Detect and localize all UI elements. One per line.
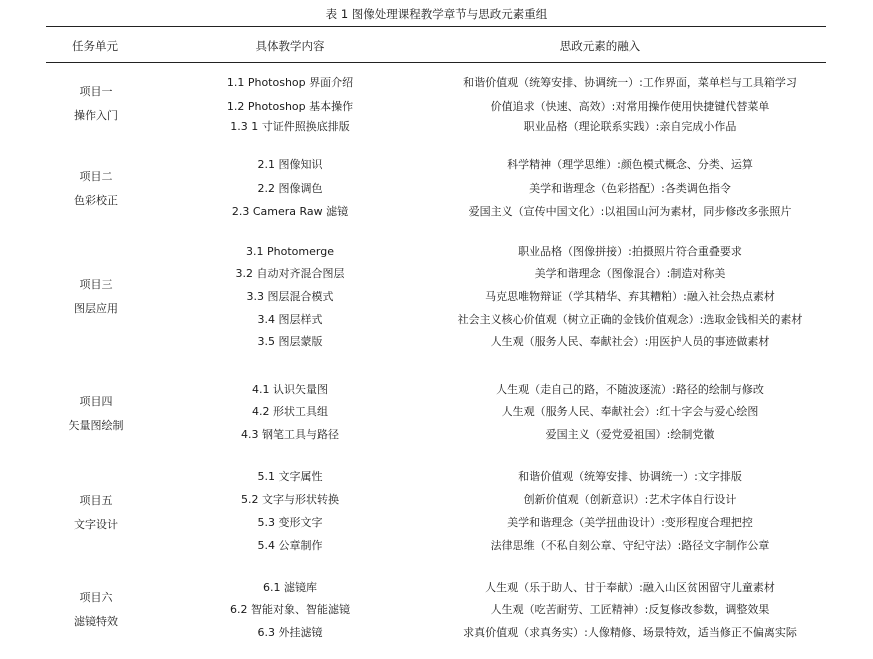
table-header-rule xyxy=(46,62,826,63)
integration-cell: 美学和谐理念（色彩搭配）:各类调色指令 xyxy=(529,182,731,195)
integration-cell: 职业品格（理论联系实践）:亲自完成小作品 xyxy=(523,120,737,133)
content-cell: 5.4 公章制作 xyxy=(257,539,323,552)
integration-cell: 科学精神（理学思维）:颜色模式概念、分类、运算 xyxy=(507,158,753,171)
integration-cell: 和谐价值观（统筹安排、协调统一）:工作界面，菜单栏与工具箱学习 xyxy=(463,76,797,89)
integration-cell: 美学和谐理念（图像混合）:制造对称美 xyxy=(534,267,726,280)
project-title: 图层应用 xyxy=(74,302,118,315)
content-cell: 2.2 图像调色 xyxy=(257,182,323,195)
table-row xyxy=(0,402,873,422)
content-cell: 2.3 Camera Raw 滤镜 xyxy=(231,205,349,218)
project-name: 项目一 xyxy=(79,85,113,98)
project-title: 操作入门 xyxy=(74,109,118,122)
content-cell: 6.2 智能对象、智能滤镜 xyxy=(230,603,350,616)
integration-cell: 爱国主义（宣传中国文化）:以祖国山河为素材，同步修改多张照片 xyxy=(468,205,792,218)
table-row xyxy=(0,536,873,556)
table-row xyxy=(0,155,873,175)
integration-cell: 人生观（乐于助人、甘于奉献）:融入山区贫困留守儿童素材 xyxy=(485,581,775,594)
content-cell: 3.2 自动对齐混合图层 xyxy=(235,267,345,280)
table-caption: 表 1 图像处理课程教学章节与思政元素重组 xyxy=(325,7,548,21)
project-name: 项目三 xyxy=(79,278,113,291)
content-cell: 2.1 图像知识 xyxy=(257,158,323,171)
content-cell: 6.1 滤镜库 xyxy=(263,581,317,594)
project-name: 项目四 xyxy=(79,395,113,408)
header-content: 具体教学内容 xyxy=(255,39,325,53)
project-title: 矢量图绘制 xyxy=(68,419,124,432)
table-row xyxy=(0,310,873,330)
table-row xyxy=(0,73,873,93)
integration-cell: 爱国主义（爱党爱祖国）:绘制党徽 xyxy=(545,428,715,441)
content-cell: 4.1 认识矢量图 xyxy=(252,383,328,396)
content-cell: 5.2 文字与形状转换 xyxy=(241,493,339,506)
integration-cell: 社会主义核心价值观（树立正确的金钱价值观念）:选取金钱相关的素材 xyxy=(457,313,803,326)
content-cell: 5.1 文字属性 xyxy=(257,470,323,483)
table-row xyxy=(0,287,873,307)
integration-cell: 人生观（服务人民、奉献社会）:用医护人员的事迹做素材 xyxy=(490,335,770,348)
table-row xyxy=(0,242,873,262)
integration-cell: 马克思唯物辩证（学其精华、弃其糟粕）:融入社会热点素材 xyxy=(485,290,775,303)
integration-cell: 创新价值观（创新意识）:艺术字体自行设计 xyxy=(523,493,737,506)
table-row xyxy=(0,467,873,487)
project-name: 项目二 xyxy=(79,170,113,183)
content-cell: 3.1 Photomerge xyxy=(246,245,334,258)
integration-cell: 人生观（服务人民、奉献社会）:红十字会与爱心绘图 xyxy=(501,405,759,418)
content-cell: 4.3 钢笔工具与路径 xyxy=(241,428,339,441)
table-row xyxy=(0,202,873,222)
integration-cell: 人生观（吃苦耐劳、工匠精神）:反复修改参数，调整效果 xyxy=(490,603,770,616)
table-row xyxy=(0,117,873,137)
table-row xyxy=(0,600,873,620)
integration-cell: 法律思维（不私自刻公章、守纪守法）:路径文字制作公章 xyxy=(490,539,770,552)
content-cell: 3.4 图层样式 xyxy=(257,313,323,326)
table-row xyxy=(0,97,873,117)
project-title: 文字设计 xyxy=(74,518,118,531)
content-cell: 4.2 形状工具组 xyxy=(252,405,328,418)
integration-cell: 职业品格（图像拼接）:拍摄照片符合重叠要求 xyxy=(518,245,742,258)
integration-cell: 价值追求（快速、高效）:对常用操作使用快捷键代替菜单 xyxy=(490,100,770,113)
table-row xyxy=(0,332,873,352)
integration-cell: 求真价值观（求真务实）:人像精修、场景特效，适当修正不偏离实际 xyxy=(463,626,797,639)
content-cell: 6.3 外挂滤镜 xyxy=(257,626,323,639)
table-row xyxy=(0,179,873,199)
table-row xyxy=(0,490,873,510)
table-row xyxy=(0,264,873,284)
integration-cell: 和谐价值观（统筹安排、协调统一）:文字排版 xyxy=(518,470,742,483)
table-row xyxy=(0,425,873,445)
project-name: 项目五 xyxy=(79,494,113,507)
table-row xyxy=(0,578,873,598)
table-row xyxy=(0,623,873,643)
table-row xyxy=(0,380,873,400)
content-cell: 3.5 图层蒙版 xyxy=(257,335,323,348)
integration-cell: 美学和谐理念（美学扭曲设计）:变形程度合理把控 xyxy=(507,516,753,529)
content-cell: 1.3 1 寸证件照换底排版 xyxy=(230,120,350,133)
content-cell: 1.2 Photoshop 基本操作 xyxy=(226,100,354,113)
project-name: 项目六 xyxy=(79,591,113,604)
header-integration: 思政元素的融入 xyxy=(559,39,641,53)
project-title: 色彩校正 xyxy=(74,194,118,207)
content-cell: 3.3 图层混合模式 xyxy=(246,290,334,303)
integration-cell: 人生观（走自己的路，不随波逐流）:路径的绘制与修改 xyxy=(496,383,764,396)
content-cell: 1.1 Photoshop 界面介绍 xyxy=(226,76,354,89)
header-unit: 任务单元 xyxy=(72,39,118,53)
content-cell: 5.3 变形文字 xyxy=(257,516,323,529)
project-title: 滤镜特效 xyxy=(74,615,118,628)
table-top-rule xyxy=(46,26,826,27)
table-row xyxy=(0,513,873,533)
